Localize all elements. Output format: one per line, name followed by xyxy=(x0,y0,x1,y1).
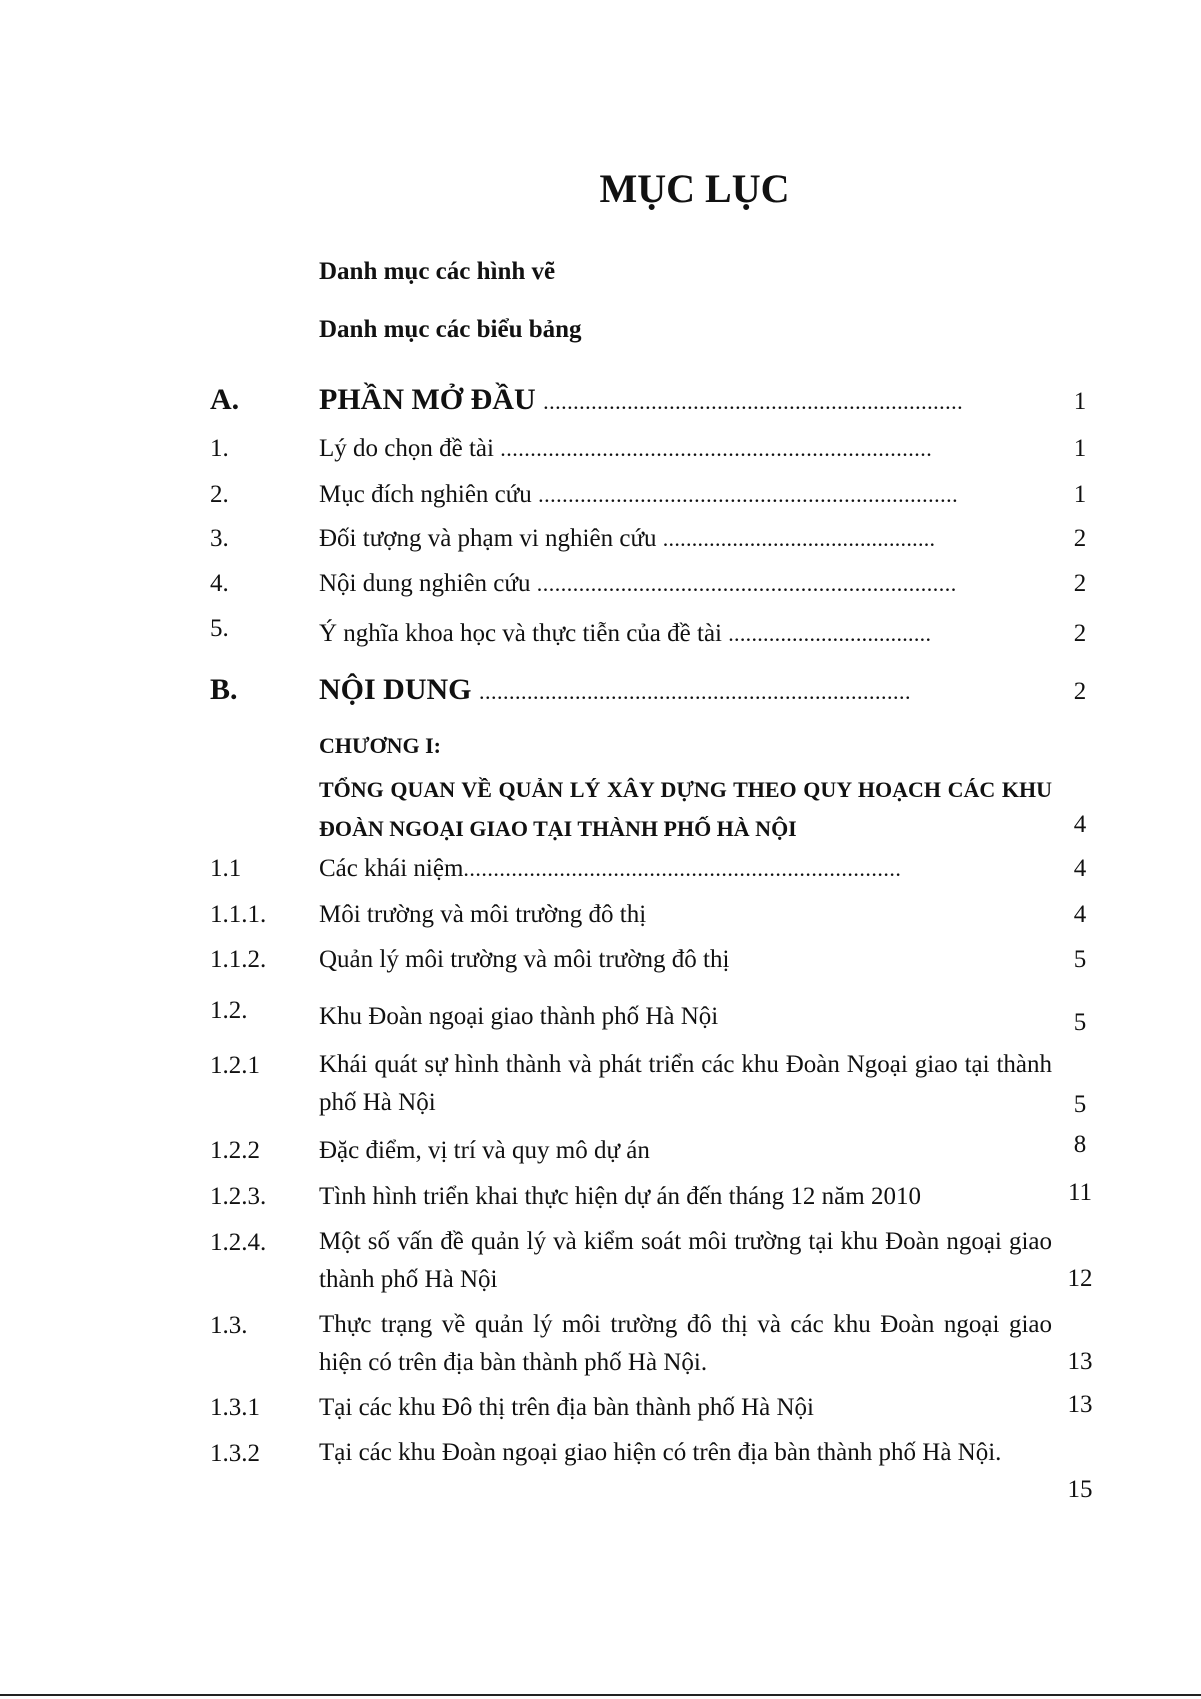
toc-number: 1.1.2. xyxy=(210,946,267,973)
toc-page-number: 11 xyxy=(1067,1179,1093,1206)
toc-title: Tình hình triển khai thực hiện dự án đến tháng 12 năm 2010 xyxy=(319,1183,921,1210)
toc-page-number: 4 xyxy=(1073,855,1087,882)
dot-leader: ............................................... xyxy=(662,526,936,551)
toc-number: 1.2.3. xyxy=(210,1183,267,1210)
toc-title: Khu Đoàn ngoại giao thành phố Hà Nội xyxy=(319,1003,719,1030)
chapter-label: CHƯƠNG I: xyxy=(319,733,442,758)
toc-title: PHẦN MỞ ĐẦU xyxy=(319,383,536,416)
toc-number: B. xyxy=(210,673,238,706)
page-title: MỤC LỤC xyxy=(599,166,790,211)
toc-title: Quản lý môi trường và môi trường đô thị xyxy=(319,946,730,973)
toc-page-number: 5 xyxy=(1073,946,1087,973)
toc-title: Tại các khu Đô thị trên địa bàn thành phố Hà Nội xyxy=(319,1394,814,1421)
list-of-figures-entry[interactable]: Danh mục các hình vẽ xyxy=(319,258,556,285)
toc-page-number: 5 xyxy=(1073,1009,1087,1036)
toc-number: 1.3. xyxy=(210,1312,248,1339)
toc-number: 1.2.4. xyxy=(210,1229,267,1256)
toc-page-number: 8 xyxy=(1073,1131,1087,1158)
toc-number: 5. xyxy=(210,615,229,642)
chapter-title[interactable]: TỔNG QUAN VỀ QUẢN LÝ XÂY DỰNG THEO QUY HOẠCH CÁC KHU ĐOÀN NGOẠI GIAO TẠI THÀNH PHỐ HÀ NỘI xyxy=(319,777,1052,841)
dot-leader: ................................... xyxy=(728,621,932,646)
dot-leader: ...................................................................... xyxy=(538,482,959,507)
toc-page-number: 2 xyxy=(1073,525,1087,552)
toc-page-number: 4 xyxy=(1073,901,1087,928)
page-bottom-border xyxy=(0,1694,1201,1696)
toc-page-number: 12 xyxy=(1067,1265,1093,1292)
toc-title: Tại các khu Đoàn ngoại giao hiện có trên địa bàn thành phố Hà Nội. xyxy=(319,1439,1002,1466)
toc-page-number: 13 xyxy=(1067,1391,1093,1418)
toc-number: 1.2.1 xyxy=(210,1052,260,1079)
toc-title: Khái quát sự hình thành và phát triển các khu Đoàn Ngoại giao tại thành phố Hà Nội xyxy=(319,1051,1052,1116)
toc-page-number: 4 xyxy=(1073,811,1087,838)
toc-number: 1.3.1 xyxy=(210,1394,260,1421)
toc-title: Nội dung nghiên cứu xyxy=(319,570,531,597)
dot-leader: ........................................................................ xyxy=(500,436,933,461)
toc-title: Mục đích nghiên cứu xyxy=(319,481,532,508)
toc-title: Đối tượng và phạm vi nghiên cứu xyxy=(319,525,657,552)
toc-number: 3. xyxy=(210,525,229,552)
toc-page-number: 2 xyxy=(1073,570,1087,597)
toc-page-number: 13 xyxy=(1067,1348,1093,1375)
toc-title: Thực trạng về quản lý môi trường đô thị và các khu Đoàn ngoại giao hiện có trên địa bàn thành phố Hà Nội. xyxy=(319,1311,1052,1376)
list-of-tables-entry[interactable]: Danh mục các biểu bảng xyxy=(319,316,582,343)
toc-number: 1.3.2 xyxy=(210,1440,260,1467)
dot-leader: ...................................................................... xyxy=(543,389,964,414)
toc-page-number: 1 xyxy=(1073,388,1087,415)
toc-title: Ý nghĩa khoa học và thực tiễn của đề tài xyxy=(319,620,722,647)
dot-leader: ...................................................................... xyxy=(536,571,957,596)
toc-number: 1.1 xyxy=(210,855,242,882)
toc-number: 1.2. xyxy=(210,997,248,1024)
toc-title: Một số vấn đề quản lý và kiểm soát môi trường tại khu Đoàn ngoại giao thành phố Hà Nội xyxy=(319,1228,1052,1293)
toc-title: Lý do chọn đề tài xyxy=(319,435,494,462)
toc-number: 1.1.1. xyxy=(210,901,267,928)
toc-page-number: 1 xyxy=(1073,481,1087,508)
toc-page-number: 15 xyxy=(1067,1476,1093,1503)
toc-page-number: 1 xyxy=(1073,435,1087,462)
toc-number: 2. xyxy=(210,481,229,508)
toc-page-number: 2 xyxy=(1073,678,1087,705)
toc-number: 1. xyxy=(210,435,229,462)
toc-title: Các khái niệm xyxy=(319,855,464,882)
toc-title: Đặc điểm, vị trí và quy mô dự án xyxy=(319,1137,650,1164)
dot-leader: ......................................................................... xyxy=(463,856,902,881)
toc-number: 4. xyxy=(210,570,229,597)
toc-number: 1.2.2 xyxy=(210,1137,260,1164)
dot-leader: ........................................................................ xyxy=(479,679,912,704)
toc-title: NỘI DUNG xyxy=(319,673,472,706)
toc-page-number: 2 xyxy=(1073,620,1087,647)
toc-page-number: 5 xyxy=(1073,1091,1087,1118)
toc-number: A. xyxy=(210,383,240,416)
toc-title: Môi trường và môi trường đô thị xyxy=(319,901,647,928)
